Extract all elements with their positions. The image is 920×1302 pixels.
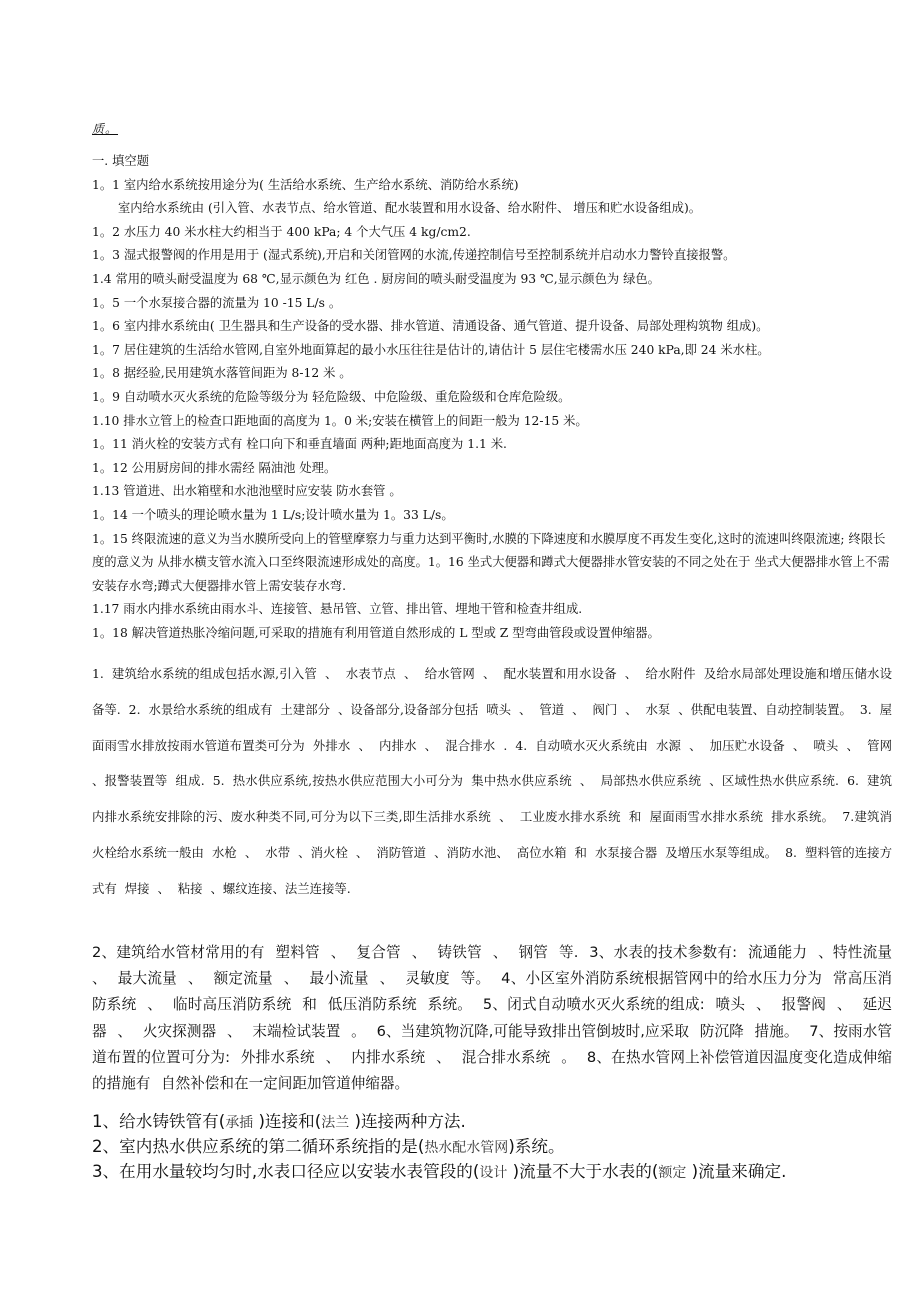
section-heading: 一. 填空题	[92, 154, 150, 168]
item-1-8: 1。8 据经验,民用建筑水落管间距为 8-12 米 。	[92, 366, 352, 381]
q3-mid: )流量不大于水表的(	[507, 1162, 659, 1181]
paragraph-system-composition: 1. 建筑给水系统的组成包括水源,引入管 、 水表节点 、 给水管网 、 配水装置和用水设备 、 给水附件 及给水局部处理设施和增压储水设备等. 2. 水景给水系统的组成有 土建部分 、设备部分,设备部分包括 喷头 、 管道 、 阀门 、 水泵 、供配电装置、自动控制装置。 3. 屋面雨雪水排放按雨水管道布置类可分为 外排水 、 内排水 、 混合排水 . 4. 自动喷水灭火系统由 水源 、 加压贮水设备 、 喷头 、 管网 、报警装置等 组成. 5. 热水供应系统,按热水供应范围大小可分为 集中热水供应系统 、 局部热水供应系统 、区域性热水供应系统. 6. 建筑内排水系统安排除的污、废水种类不同,可分为以下三类,即生活排水系统 、 工业废水排水系统 和 屋面雨雪水排水系统 排水系统。 7.建筑消 火栓给水系统一般由 水枪 、 水带 、消火栓 、 消防管道 、消防水池、 高位水箱 和 水泵接合器 及增压水泵等组成。 8. 塑料管的连接方式有 焊接 、 粘接 、螺纹连接、法兰连接等.	[92, 666, 892, 896]
item-1-1: 1。1 室内给水系统按用途分为( 生活给水系统、生产给水系统、消防给水系统)	[92, 177, 519, 192]
q3-pre: 3、在用水量较均匀时,水表口径应以安装水表管段的(	[92, 1162, 480, 1181]
item-1-13: 1.13 管道进、出水箱壁和水池池壁时应安装 防水套管 。	[92, 484, 402, 499]
q2-post: )系统。	[508, 1137, 565, 1156]
question-3	[92, 1160, 892, 1185]
item-1-18: 1。18 解决管道热胀冷缩问题,可采取的措施有利用管道自然形成的 L 型或 Z 型弯曲管段或设置伸缩器。	[92, 625, 660, 640]
item-1-11: 1。11 消火栓的安装方式有 栓口向下和垂直墙面 两种;距地面高度为 1.1 米.	[92, 437, 507, 452]
item-1-1-cont: 室内给水系统由 (引入管、水表节点、给水管道、配水装置和用水设备、给水附件、 增压和贮水设备组成)。	[118, 201, 702, 216]
item-1-4: 1.4 常用的喷头耐受温度为 68 ℃,显示颜色为 红色 . 厨房间的喷头耐受温度为 93 ℃,显示颜色为 绿色。	[92, 271, 660, 286]
item-1-17: 1.17 雨水内排水系统由雨水斗、连接管、悬吊管、立管、排出管、埋地干管和检查井组成.	[92, 602, 583, 617]
question-2	[92, 1135, 892, 1160]
question-block	[92, 1110, 892, 1185]
q1-pre: 1、给水铸铁管有(	[92, 1112, 226, 1131]
paragraph-pipe-materials: 2、建筑给水管材常用的有 塑料管 、 复合管 、 铸铁管 、 钢管 等. 3、水表的技术参数有: 流通能力 、特性流量 、 最大流量 、 额定流量 、 最小流量 、 灵敏度 等。 4、小区室外消防系统根据管网中的给水压力分为 常高压消防系统 、 临时高压消防系统 和 低压消防系统 系统。 5、闭式自动喷水灭火系统的组成: 喷头 、 报警阀 、 延迟器 、 火灾探测器 、 末端检试装置 。 6、当建筑物沉降,可能导致排出管倒坡时,应采取 防沉降 措施。 7、按雨水管道布置的位置可分为: 外排水系统 、 内排水系统 、 混合排水系统 。 8、在热水管网上补偿管道因温度变化造成伸缩的措施有 自然补偿和在一定间距加管道伸缩器。	[92, 944, 892, 1093]
item-1-10: 1.10 排水立管上的检查口距地面的高度为 1。0 米;安装在横管上的间距一般为 12-15 米。	[92, 413, 588, 428]
question-1	[92, 1110, 892, 1135]
item-1-6: 1。6 室内排水系统由( 卫生器具和生产设备的受水器、排水管道、清通设备、通气管道、提升设备、局部处理构筑物 组成)。	[92, 319, 769, 334]
q3-answer-2: 额定	[658, 1165, 687, 1181]
q1-post: )连接两种方法.	[349, 1112, 466, 1131]
item-1-7: 1。7 居住建筑的生活给水管网,自室外地面算起的最小水压往往是估计的,请估计 5 层住宅楼需水压 240 kPa,即 24 米水柱。	[92, 342, 770, 357]
q3-post: )流量来确定.	[686, 1162, 787, 1181]
item-1-12: 1。12 公用厨房间的排水需经 隔油池 处理。	[92, 460, 337, 475]
item-1-2: 1。2 水压力 40 米水柱大约相当于 400 kPa; 4 个大气压 4 kg/cm2.	[92, 224, 471, 239]
q2-pre: 2、室内热水供应系统的第二循环系统指的是(	[92, 1137, 425, 1156]
item-1-3: 1。3 湿式报警阀的作用是用于 (湿式系统),开启和关闭管网的水流,传递控制信号至控制系统并启动水力警铃直接报警。	[92, 248, 736, 263]
item-1-14: 1。14 一个喷头的理论喷水量为 1 L/s;设计喷水量为 1。33 L/s。	[92, 507, 454, 522]
q1-answer-1: 承插	[225, 1115, 254, 1131]
text-fragment: 质。	[92, 122, 119, 136]
q3-answer-1: 设计	[479, 1165, 508, 1181]
fill-in-section	[92, 150, 892, 645]
item-1-5: 1。5 一个水泵接合器的流量为 10 -15 L/s 。	[92, 295, 342, 310]
q1-mid: )连接和(	[253, 1112, 322, 1131]
item-1-9: 1。9 自动喷水灭火系统的危险等级分为 轻危险级、中危险级、重危险级和仓库危险级。	[92, 389, 571, 404]
q2-answer: 热水配水管网	[424, 1140, 509, 1156]
item-1-15: 1。15 终限流速的意义为当水膜所受向上的管壁摩察力与重力达到平衡时,水膜的下降速度和水膜厚度不再发生变化,这时的流速叫终限流速; 终限长度的意义为 从排水横支管水流入口至终限流速形成处的高度。1。16 坐式大便器和蹲式大便器排水管安装的不同之处在于 坐式大便器排水管上不需安装存水弯;蹲式大便器排水管上需安装存水弯.	[92, 531, 890, 593]
q1-answer-2: 法兰	[321, 1115, 350, 1131]
